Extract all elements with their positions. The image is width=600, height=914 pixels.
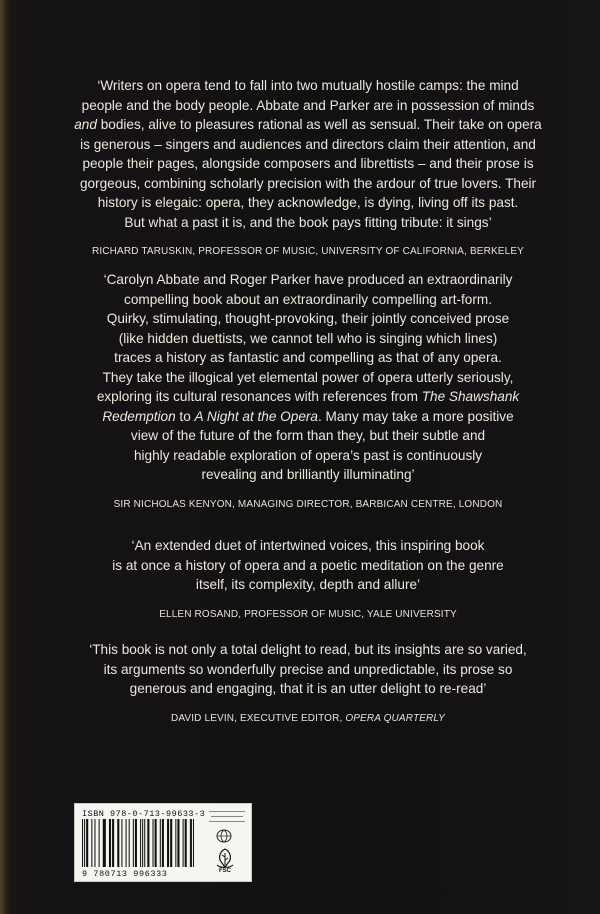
barcode-bar bbox=[191, 819, 192, 867]
barcode-bar bbox=[144, 819, 145, 867]
quote-line: ‘Writers on opera tend to fall into two mutually hostile camps: the mind bbox=[97, 78, 519, 93]
quote-line: people and the body people. Abbate and Parker are in possession of minds bbox=[81, 97, 535, 113]
quote-line: and bodies, alive to pleasures rational as well as sensual. Their take on opera bbox=[74, 117, 542, 132]
quote-line: generous and engaging, that it is an utter delight to re-read’ bbox=[129, 681, 487, 696]
barcode-bar bbox=[103, 819, 106, 867]
barcode-bar bbox=[126, 819, 127, 867]
quote-line: view of the future of the form than they, but their subtle and bbox=[130, 428, 486, 443]
barcode-bar bbox=[155, 819, 157, 867]
barcode-bar bbox=[167, 819, 169, 867]
quote-line: They take the illogical yet elemental power of opera utterly seriously, bbox=[102, 369, 514, 385]
quote-line: exploring its cultural resonances with references from The Shawshank bbox=[96, 389, 520, 404]
barcode-bar bbox=[177, 819, 179, 867]
barcode-bar bbox=[183, 819, 184, 867]
barcode-bar bbox=[112, 819, 114, 867]
recycling-notice bbox=[205, 809, 249, 822]
barcode-panel bbox=[74, 803, 252, 882]
blurb-attribution: ELLEN ROSAND, PROFESSOR OF MUSIC, YALE UNIVERSITY bbox=[159, 608, 457, 620]
quote-line: its arguments so wonderfully precise and unpredictable, its prose so bbox=[103, 661, 513, 677]
barcode-bar bbox=[140, 819, 141, 867]
barcode-bar bbox=[162, 819, 164, 867]
barcode-bar bbox=[147, 819, 149, 867]
quote-line: ‘Carolyn Abbate and Roger Parker have produced an extraordinarily bbox=[103, 272, 513, 287]
quote-line: But what a past it is, and the book pays fitting tribute: it sings’ bbox=[124, 214, 492, 230]
barcode-icon bbox=[82, 819, 194, 869]
quote-line: ‘This book is not only a total delight to read, but its insights are so varied, bbox=[89, 642, 527, 657]
blurb-attribution: DAVID LEVIN, EXECUTIVE EDITOR, OPERA QUARTERLY bbox=[170, 712, 446, 724]
barcode-bar bbox=[193, 819, 194, 867]
barcode-bar bbox=[94, 819, 95, 867]
blurb-quote bbox=[66, 640, 550, 699]
barcode-bar bbox=[129, 819, 130, 867]
barcode-bar bbox=[82, 819, 83, 867]
barcode-bar bbox=[135, 819, 137, 867]
barcode-bar bbox=[170, 819, 172, 867]
barcode-bar bbox=[91, 819, 92, 867]
barcode-bar bbox=[86, 819, 88, 867]
blurb-rosand bbox=[66, 536, 550, 622]
quote-line: itself, its complexity, depth and allure’ bbox=[195, 577, 421, 592]
barcode-bar bbox=[185, 819, 187, 867]
quote-line: (like hidden duettists, we cannot tell who is singing which lines) bbox=[118, 330, 498, 346]
barcode-bar bbox=[190, 819, 191, 867]
fsc-label: FSC bbox=[219, 868, 231, 874]
quote-line: people their pages, alongside composers and librettists – and their prose is bbox=[82, 156, 534, 171]
barcode-bar bbox=[117, 819, 119, 867]
barcode-bar bbox=[99, 819, 100, 867]
blurb-kenyon bbox=[66, 270, 550, 512]
barcode-bar bbox=[109, 819, 111, 867]
quote-line: is generous – singers and audiences and directors claim their attention, and bbox=[80, 136, 536, 152]
quote-line: history is elegaic: opera, they acknowledge, is dying, living off its past. bbox=[97, 195, 519, 210]
barcode-bar bbox=[133, 819, 134, 867]
barcode-bar bbox=[160, 819, 161, 867]
fsc-tree-icon bbox=[213, 847, 237, 869]
spine-edge bbox=[0, 0, 10, 914]
quote-line: Quirky, stimulating, thought-provoking, their jointly conceived prose bbox=[106, 311, 510, 326]
blurb-attribution: RICHARD TARUSKIN, PROFESSOR OF MUSIC, UNIVERSITY OF CALIFORNIA, BERKELEY bbox=[92, 246, 524, 257]
quote-line: gorgeous, combining scholarly precision with the ardour of true lovers. Their bbox=[79, 175, 537, 191]
barcode-bar bbox=[142, 819, 143, 867]
barcode-bar bbox=[84, 819, 85, 867]
blurb-quote bbox=[66, 536, 550, 595]
quote-line: highly readable exploration of opera’s past is continuously bbox=[133, 447, 483, 463]
blurb-quote bbox=[66, 270, 550, 485]
quote-line: revealing and brilliantly illuminating’ bbox=[201, 467, 415, 482]
barcode-bar bbox=[175, 819, 176, 867]
quote-line: ‘An extended duet of intertwined voices, this inspiring book bbox=[131, 538, 485, 553]
blurb-attribution: SIR NICHOLAS KENYON, MANAGING DIRECTOR, BARBICAN CENTRE, LONDON bbox=[113, 498, 503, 510]
barcode-bar bbox=[121, 819, 122, 867]
quote-line: is at once a history of opera and a poetic meditation on the genre bbox=[112, 557, 504, 573]
isbn-label: ISBN 978-0-713-99633-3 bbox=[82, 809, 206, 819]
blurb-quote bbox=[66, 76, 550, 232]
globe-icon bbox=[215, 829, 233, 843]
quote-line: compelling book about an extraordinarily compelling art-form. bbox=[124, 291, 492, 307]
quote-line: traces a history as fantastic and compelling as that of any opera. bbox=[114, 350, 502, 365]
blurb-taruskin bbox=[66, 76, 550, 259]
quote-line: Redemption to A Night at the Opera. Many may take a more positive bbox=[102, 408, 514, 424]
barcode-bar bbox=[153, 819, 154, 867]
blurb-levin bbox=[66, 640, 550, 726]
barcode-digits: 9 780713 996333 bbox=[82, 869, 168, 879]
